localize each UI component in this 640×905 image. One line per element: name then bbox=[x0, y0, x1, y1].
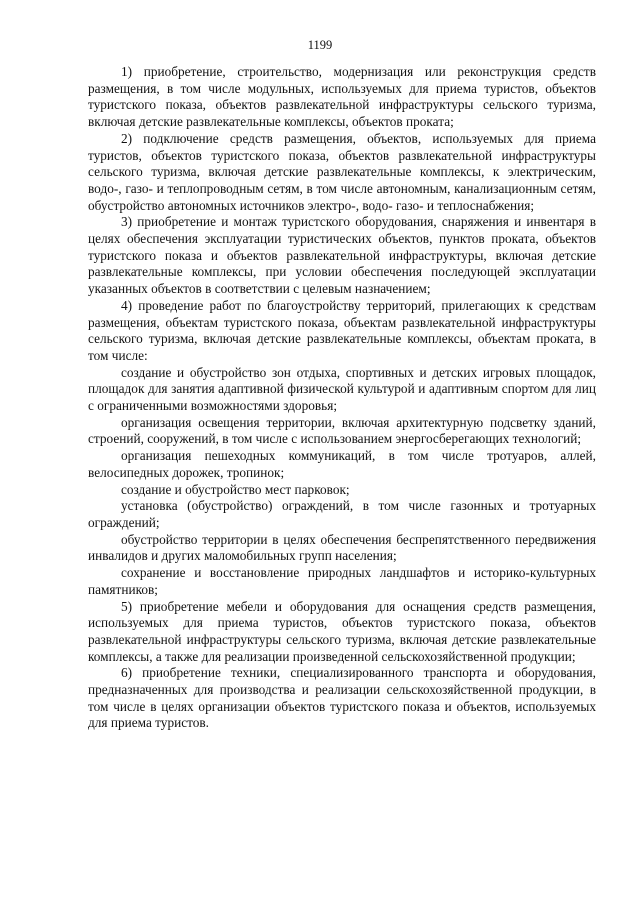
paragraph-item-2: 2) подключение средств размещения, объектов, используемых для приема туристов, объектов туристского показа, объектов развлекательной инфраструктуры сельского туризма, включая детские развлекательные комплексы, к электрическим, водо-, газо- и теплопроводным сетям, в том числе автономным, канализационным сетям, обустройство автономных источников электро-, водо- газо- и теплоснабжения; bbox=[88, 130, 596, 213]
paragraph-item-3: 3) приобретение и монтаж туристского оборудования, снаряжения и инвентаря в целях обеспечения эксплуатации туристических объектов, пунктов проката, объектов туристского показа и объектов развлекательной инфраструктуры, включая детские развлекательные комплексы, при условии обеспечения последующей эксплуатации указанных объектов в соответствии с целевым назначением; bbox=[88, 214, 596, 297]
paragraph-item-1: 1) приобретение, строительство, модернизация или реконструкция средств размещения, в том числе модульных, используемых для приема туристов, объектов туристского показа, объектов развлекательной инфраструктуры сельского туризма, включая детские развлекательные комплексы, объектов проката; bbox=[88, 64, 596, 130]
paragraph-item-6: 6) приобретение техники, специализированного транспорта и оборудования, предназначенных для производства и реализации сельскохозяйственной продукции, в том числе в целях организации объектов туристского показа и объектов, используемых для приема туристов. bbox=[88, 665, 596, 731]
paragraph-subitem-landscapes: сохранение и восстановление природных ландшафтов и историко-культурных памятников; bbox=[88, 565, 596, 597]
paragraph-item-4: 4) проведение работ по благоустройству территорий, прилегающих к средствам размещения, объектам туристского показа, объектам развлекательной инфраструктуры сельского туризма, включая детские развлекательные комплексы, объектам проката, в том числе: bbox=[88, 297, 596, 363]
paragraph-subitem-lighting: организация освещения территории, включая архитектурную подсветку зданий, строений, сооружений, в том числе с использованием энергосберегающих технологий; bbox=[88, 414, 596, 447]
paragraph-subitem-accessibility: обустройство территории в целях обеспечения беспрепятственного передвижения инвалидов и других маломобильных групп населения; bbox=[88, 531, 596, 564]
document-body bbox=[88, 64, 596, 732]
page-number: 1199 bbox=[307, 38, 333, 52]
paragraph-subitem-parking: создание и обустройство мест парковок; bbox=[121, 481, 350, 497]
paragraph-item-5: 5) приобретение мебели и оборудования для оснащения средств размещения, используемых для приема туристов, объектов туристского показа, объектов развлекательной инфраструктуры сельского туризма, включая детские развлекательные комплексы, а также для реализации произведенной сельскохозяйственной продукции; bbox=[88, 598, 596, 664]
paragraph-subitem-pedestrian: организация пешеходных коммуникаций, в том числе тротуаров, аллей, велосипедных дорожек, тропинок; bbox=[88, 448, 596, 480]
paragraph-subitem-recreation-zones: создание и обустройство зон отдыха, спортивных и детских игровых площадок, площадок для занятия адаптивной физической культурой и адаптивным спортом для лиц с ограниченными возможностями здоровья; bbox=[88, 364, 596, 414]
paragraph-subitem-fencing: установка (обустройство) ограждений, в том числе газонных и тротуарных ограждений; bbox=[88, 498, 596, 530]
